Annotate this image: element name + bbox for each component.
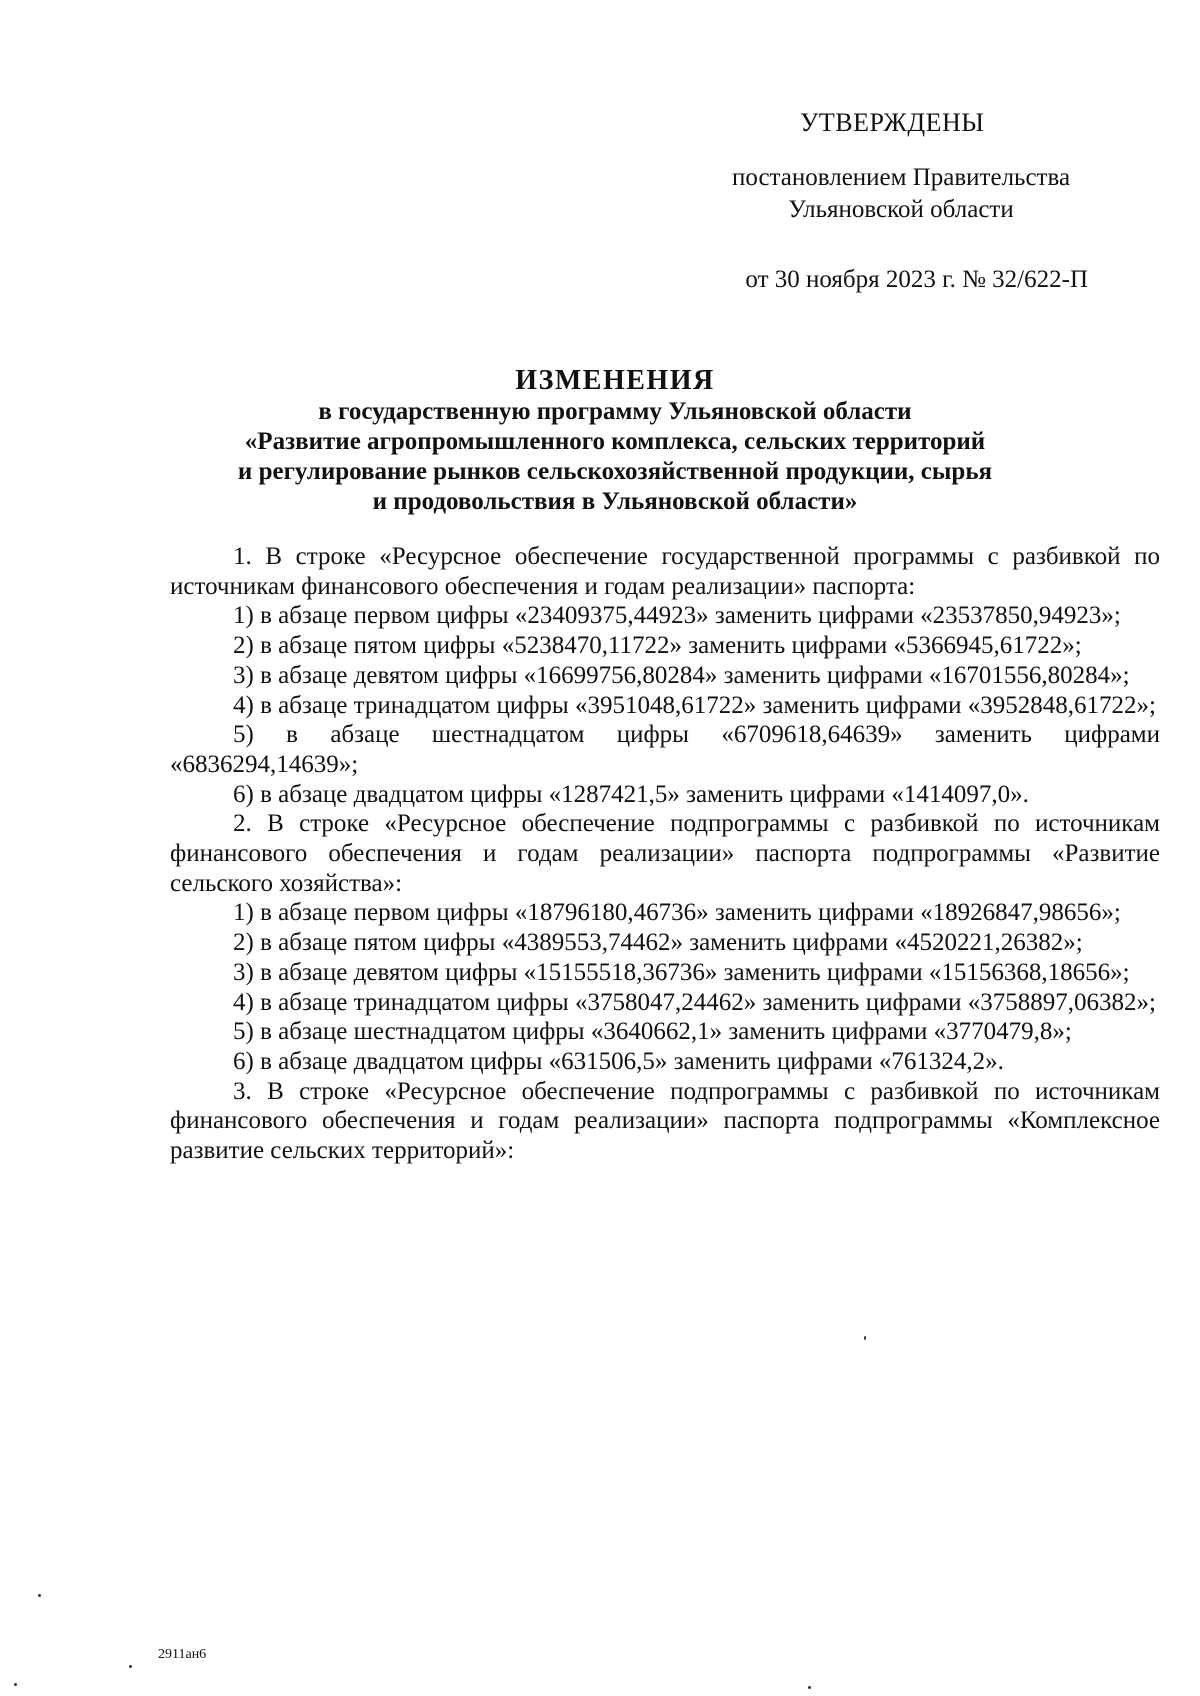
- approval-heading: УТВЕРЖДЕНЫ: [800, 108, 985, 137]
- title-line-2: «Развитие агропромышленного комплекса, сельских территорий: [244, 428, 986, 455]
- title-main: ИЗМЕНЕНИЯ: [515, 365, 715, 396]
- approval-date: от 30 ноября 2023 г. № 32/622-П: [745, 266, 1088, 293]
- title-line-1: в государственную программу Ульяновской области: [318, 398, 912, 425]
- scan-speck: [864, 1336, 866, 1340]
- scan-speck: [129, 1665, 132, 1668]
- section-1-item: 5) в абзаце шестнадцатом цифры «6709618,64639» заменить цифрами «6836294,14639»;: [170, 721, 1160, 778]
- section-1-item: 3) в абзаце девятом цифры «16699756,80284» заменить цифрами «16701556,80284»;: [233, 661, 1130, 689]
- document-title: [160, 366, 1070, 517]
- section-1-intro: 1. В строке «Ресурсное обеспечение государственной программы с разбивкой по источникам финансового обеспечения и годам реализации» паспорта:: [170, 543, 1160, 600]
- scan-speck: [38, 1594, 41, 1597]
- section-1-item: 2) в абзаце пятом цифры «5238470,11722» заменить цифрами «5366945,61722»;: [233, 632, 1082, 660]
- section-1-item: 6) в абзаце двадцатом цифры «1287421,5» заменить цифрами «1414097,0».: [233, 780, 1029, 808]
- scan-speck: [14, 1683, 17, 1686]
- section-3-intro: 3. В строке «Ресурсное обеспечение подпрограммы с разбивкой по источникам финансового обеспечения и годам реализации» паспорта подпрограммы «Комплексное развитие сельских территорий»:: [170, 1077, 1160, 1165]
- section-1-item: 1) в абзаце первом цифры «23409375,44923» заменить цифрами «23537850,94923»;: [233, 602, 1121, 630]
- title-line-4: и продовольствия в Ульяновской области»: [372, 488, 858, 515]
- document-code: 2911ан6: [158, 1647, 207, 1662]
- section-2-item: 5) в абзаце шестнадцатом цифры «3640662,1» заменить цифрами «3770479,8»;: [233, 1018, 1072, 1046]
- section-2-item: 4) в абзаце тринадцатом цифры «3758047,24462» заменить цифрами «3758897,06382»;: [233, 988, 1156, 1016]
- section-2-item: 1) в абзаце первом цифры «18796180,46736» заменить цифрами «18926847,98656»;: [233, 899, 1121, 927]
- section-2-item: 6) в абзаце двадцатом цифры «631506,5» заменить цифрами «761324,2».: [233, 1047, 1004, 1075]
- section-1-item: 4) в абзаце тринадцатом цифры «3951048,61722» заменить цифрами «3952848,61722»;: [233, 691, 1156, 719]
- section-2-intro: 2. В строке «Ресурсное обеспечение подпрограммы с разбивкой по источникам финансового обеспечения и годам реализации» паспорта подпрограммы «Развитие сельского хозяйства»:: [170, 810, 1160, 897]
- document-body: [170, 542, 1160, 1166]
- section-2-item: 2) в абзаце пятом цифры «4389553,74462» заменить цифрами «4520221,26382»;: [233, 929, 1083, 957]
- approval-line-1: постановлением Правительства: [731, 164, 1071, 191]
- scan-speck: [808, 1686, 811, 1689]
- approval-authority: [696, 162, 1106, 226]
- title-line-3: и регулирование рынков сельскохозяйственной продукции, сырья: [237, 458, 993, 485]
- approval-line-2: Ульяновской области: [788, 196, 1014, 223]
- section-2-item: 3) в абзаце девятом цифры «15155518,36736» заменить цифрами «15156368,18656»;: [233, 958, 1130, 986]
